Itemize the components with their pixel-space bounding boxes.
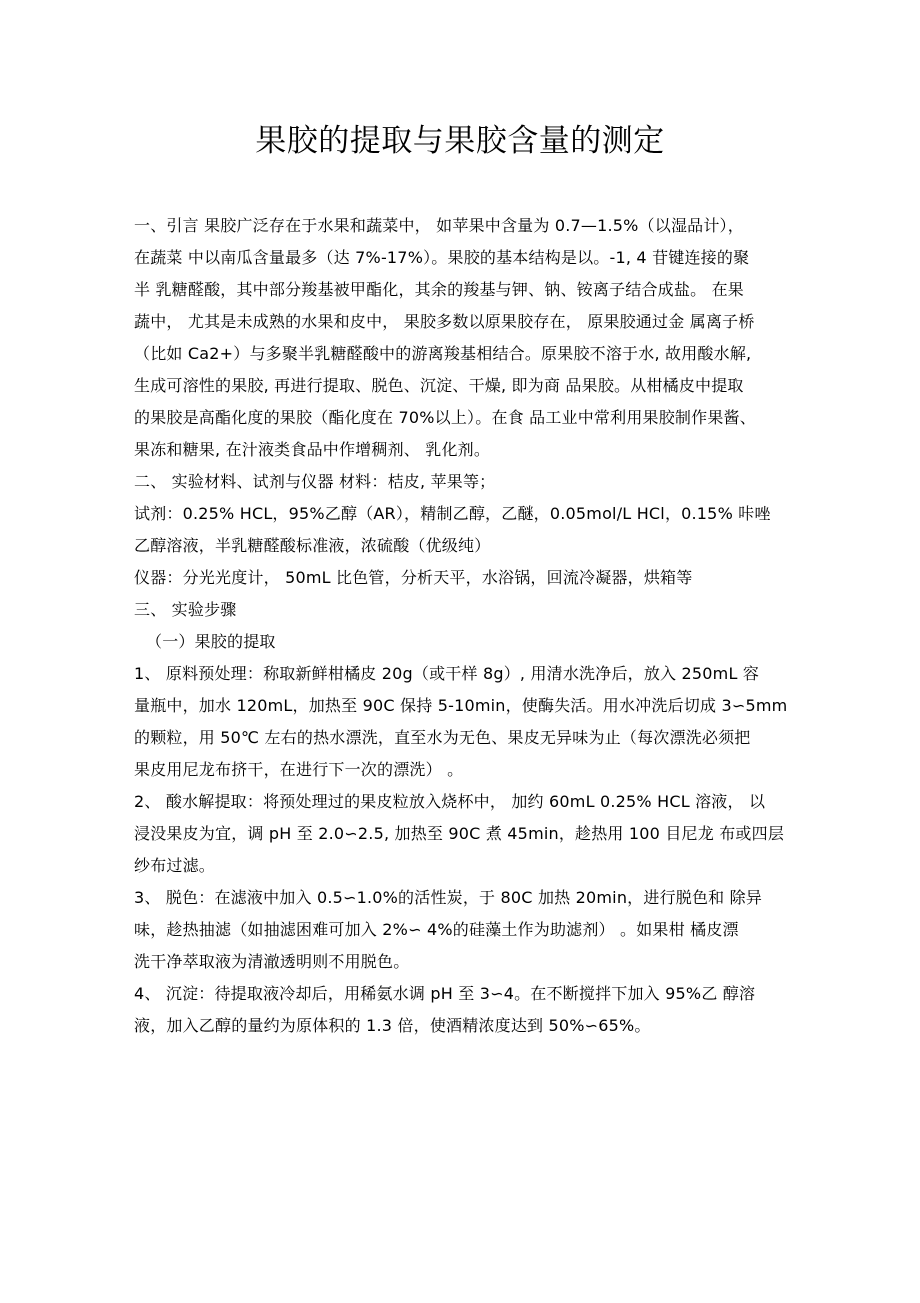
body-line: 仪器：分光光度计， 50mL 比色管，分析天平，水浴锅，回流冷凝器，烘箱等	[134, 568, 693, 587]
body-line: 纱布过滤。	[134, 856, 216, 875]
body-line: 味，趁热抽滤（如抽滤困难可加入 2%∽ 4%的硅藻土作为助滤剂） 。如果柑 橘皮漂	[134, 920, 739, 939]
body-line: 的颗粒，用 50℃ 左右的热水漂洗，直至水为无色、果皮无异味为止（每次漂洗必须把	[134, 728, 751, 747]
body-line: 蔬中， 尤其是未成熟的水果和皮中， 果胶多数以原果胶存在， 原果胶通过金 属离子桥	[134, 312, 755, 331]
body-line: 试剂：0.25% HCL，95%乙醇（AR），精制乙醇，乙醚，0.05mol/L HCl，0.15% 咔唑	[134, 504, 771, 523]
body-line: 在蔬菜 中以南瓜含量最多（达 7%-17%）。果胶的基本结构是以。-1, 4 苷键连接的聚	[134, 248, 750, 267]
body-line: 浸没果皮为宜，调 pH 至 2.0∽2.5, 加热至 90C 煮 45min，趁热用 100 目尼龙 布或四层	[134, 824, 785, 843]
document-body	[134, 210, 796, 1042]
section-heading: 二、 实验材料、试剂与仪器 材料：桔皮, 苹果等；	[134, 472, 496, 491]
body-line: 生成可溶性的果胶, 再进行提取、脱色、沉淀、干燥, 即为商 品果胶。从柑橘皮中提取	[134, 376, 744, 395]
body-line: 液，加入乙醇的量约为原体积的 1.3 倍，使酒精浓度达到 50%∽65%。	[134, 1016, 651, 1035]
step-line: 4、 沉淀：待提取液冷却后，用稀氨水调 pH 至 3∽4。在不断搅拌下加入 95%乙 醇溶	[134, 984, 756, 1003]
body-line: 乙醇溶液，半乳糖醛酸标准液，浓硫酸（优级纯）	[134, 536, 491, 555]
body-line: 的果胶是高酯化度的果胶（酯化度在 70%以上）。在食 品工业中常利用果胶制作果酱、	[134, 408, 756, 427]
body-line: 果皮用尼龙布挤干，在进行下一次的漂洗） 。	[134, 760, 464, 779]
body-line: （比如 Ca2+）与多聚半乳糖醛酸中的游离羧基相结合。原果胶不溶于水, 故用酸水解,	[134, 344, 752, 363]
body-line: 半 乳糖醛酸，其中部分羧基被甲酯化，其余的羧基与钾、钠、铵离子结合成盐。 在果	[134, 280, 744, 299]
body-line: 果冻和糖果, 在汁液类食品中作增稠剂、 乳化剂。	[134, 440, 491, 459]
step-line: 3、 脱色：在滤液中加入 0.5∽1.0%的活性炭，于 80C 加热 20min，进行脱色和 除异	[134, 888, 763, 907]
step-line: 2、 酸水解提取：将预处理过的果皮粒放入烧杯中， 加约 60mL 0.25% HCL 溶液， 以	[134, 792, 766, 811]
body-line: 一、引言 果胶广泛存在于水果和蔬菜中， 如苹果中含量为 0.7—1.5%（以湿品计），	[134, 216, 744, 235]
body-line: 洗干净萃取液为清澈透明则不用脱色。	[134, 952, 410, 971]
subsection-heading: （一）果胶的提取	[146, 632, 276, 651]
body-line: 量瓶中，加水 120mL，加热至 90C 保持 5-10min，使酶失活。用水冲洗后切成 3∽5mm	[134, 696, 788, 715]
document-title: 果胶的提取与果胶含量的测定	[255, 123, 665, 159]
step-line: 1、 原料预处理：称取新鲜柑橘皮 20g（或干样 8g）, 用清水洗净后，放入 250mL 容	[134, 664, 760, 683]
section-heading: 三、 实验步骤	[134, 600, 237, 619]
